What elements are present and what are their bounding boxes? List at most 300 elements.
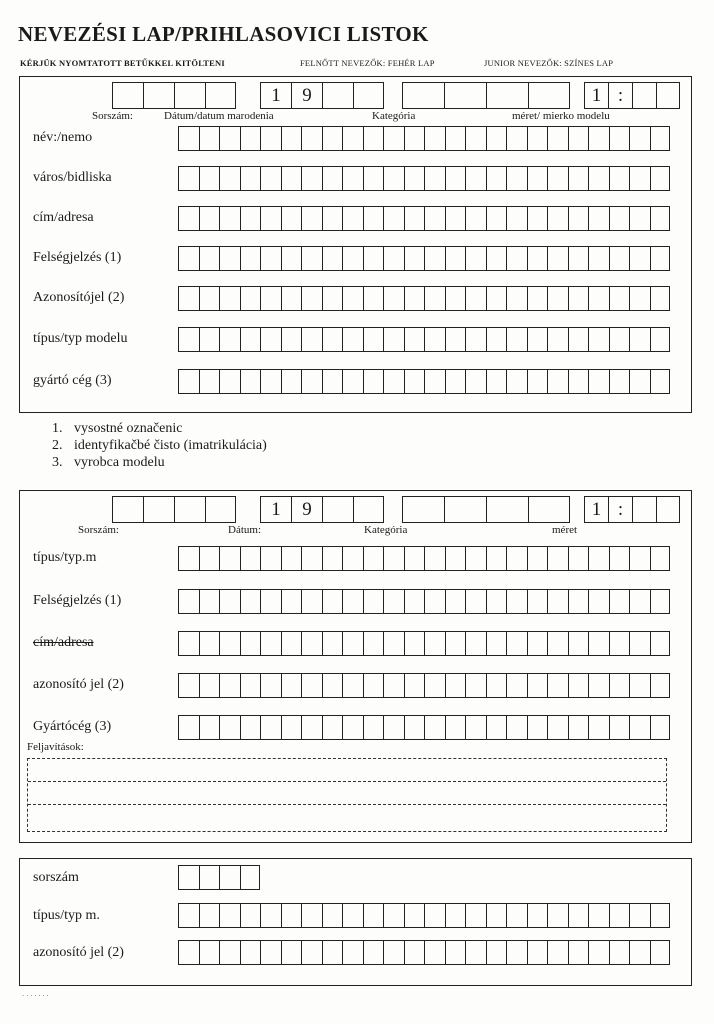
input-cell[interactable] — [568, 206, 589, 231]
input-cell[interactable] — [342, 546, 363, 571]
input-cell[interactable] — [342, 286, 363, 311]
input-cell[interactable] — [199, 369, 220, 394]
input-cell[interactable] — [588, 715, 609, 740]
input-cell[interactable] — [178, 673, 199, 698]
input-cell[interactable] — [178, 166, 199, 191]
input-cell[interactable] — [240, 631, 261, 656]
input-cell[interactable] — [445, 206, 466, 231]
input-cell[interactable] — [404, 286, 425, 311]
input-cell[interactable] — [609, 286, 630, 311]
input-cell[interactable] — [527, 126, 548, 151]
input-cell[interactable] — [301, 126, 322, 151]
input-cell[interactable] — [424, 286, 445, 311]
input-cell[interactable] — [260, 903, 281, 928]
input-cell[interactable] — [342, 940, 363, 965]
field-cells[interactable] — [178, 715, 670, 740]
input-cell[interactable] — [178, 126, 199, 151]
input-cell[interactable] — [486, 286, 507, 311]
input-cell[interactable] — [383, 589, 404, 614]
input-cell[interactable] — [506, 126, 527, 151]
input-cell[interactable] — [260, 715, 281, 740]
input-cell[interactable] — [527, 206, 548, 231]
input-cell[interactable] — [342, 369, 363, 394]
input-cell[interactable] — [588, 126, 609, 151]
input-cell[interactable] — [363, 327, 384, 352]
input-cell[interactable] — [650, 715, 671, 740]
input-cell[interactable] — [404, 940, 425, 965]
input-cell[interactable] — [199, 246, 220, 271]
input-cell[interactable] — [506, 631, 527, 656]
input-cell[interactable] — [281, 286, 302, 311]
input-cell[interactable] — [301, 369, 322, 394]
input-cell[interactable] — [629, 246, 650, 271]
input-cell[interactable] — [629, 673, 650, 698]
input-cell[interactable] — [465, 327, 486, 352]
input-cell[interactable] — [178, 546, 199, 571]
input-cell[interactable] — [588, 166, 609, 191]
input-cell[interactable] — [445, 715, 466, 740]
input-cell[interactable] — [506, 369, 527, 394]
field-cells[interactable] — [178, 286, 670, 311]
input-cell[interactable] — [424, 715, 445, 740]
input-cell[interactable] — [445, 126, 466, 151]
input-cell[interactable] — [112, 496, 143, 523]
date-cells[interactable] — [260, 496, 384, 523]
input-cell[interactable] — [486, 673, 507, 698]
field-cells[interactable] — [178, 589, 670, 614]
input-cell[interactable] — [650, 206, 671, 231]
category-cells[interactable] — [402, 496, 570, 523]
input-cell[interactable] — [547, 589, 568, 614]
input-cell[interactable] — [424, 903, 445, 928]
input-cell[interactable] — [322, 903, 343, 928]
input-cell[interactable] — [486, 903, 507, 928]
input-cell[interactable] — [506, 206, 527, 231]
input-cell[interactable] — [486, 369, 507, 394]
input-cell[interactable] — [322, 327, 343, 352]
input-cell[interactable] — [219, 589, 240, 614]
input-cell[interactable] — [363, 246, 384, 271]
input-cell[interactable] — [219, 715, 240, 740]
field-cells[interactable] — [178, 166, 670, 191]
input-cell[interactable] — [301, 246, 322, 271]
input-cell[interactable] — [424, 589, 445, 614]
input-cell[interactable]: 1 — [260, 82, 291, 109]
field-cells[interactable] — [178, 903, 670, 928]
input-cell[interactable] — [527, 673, 548, 698]
input-cell[interactable] — [609, 631, 630, 656]
input-cell[interactable] — [178, 589, 199, 614]
input-cell[interactable] — [178, 865, 199, 890]
field-cells[interactable] — [178, 246, 670, 271]
input-cell[interactable] — [445, 327, 466, 352]
input-cell[interactable] — [506, 940, 527, 965]
input-cell[interactable] — [609, 246, 630, 271]
input-cell[interactable] — [219, 673, 240, 698]
input-cell[interactable] — [465, 546, 486, 571]
input-cell[interactable] — [240, 166, 261, 191]
input-cell[interactable] — [404, 126, 425, 151]
serial-number-cells[interactable] — [112, 496, 236, 523]
input-cell[interactable] — [301, 546, 322, 571]
input-cell[interactable] — [404, 546, 425, 571]
input-cell[interactable] — [383, 903, 404, 928]
input-cell[interactable] — [240, 327, 261, 352]
input-cell[interactable] — [650, 286, 671, 311]
category-cells[interactable] — [402, 82, 570, 109]
input-cell[interactable] — [650, 246, 671, 271]
input-cell[interactable] — [486, 715, 507, 740]
input-cell[interactable] — [199, 546, 220, 571]
input-cell[interactable] — [650, 631, 671, 656]
input-cell[interactable] — [322, 246, 343, 271]
input-cell[interactable] — [260, 589, 281, 614]
input-cell[interactable]: 1 — [260, 496, 291, 523]
input-cell[interactable] — [240, 589, 261, 614]
input-cell[interactable] — [547, 327, 568, 352]
input-cell[interactable] — [445, 589, 466, 614]
input-cell[interactable] — [383, 246, 404, 271]
input-cell[interactable] — [568, 546, 589, 571]
input-cell[interactable] — [281, 369, 302, 394]
input-cell[interactable] — [465, 286, 486, 311]
input-cell[interactable] — [383, 546, 404, 571]
input-cell[interactable] — [609, 715, 630, 740]
input-cell[interactable] — [404, 327, 425, 352]
input-cell[interactable] — [322, 126, 343, 151]
input-cell[interactable] — [629, 126, 650, 151]
input-cell[interactable] — [219, 631, 240, 656]
input-cell[interactable] — [383, 673, 404, 698]
input-cell[interactable] — [506, 903, 527, 928]
input-cell[interactable] — [547, 166, 568, 191]
input-cell[interactable] — [301, 903, 322, 928]
input-cell[interactable] — [486, 246, 507, 271]
input-cell[interactable] — [143, 82, 174, 109]
input-cell[interactable] — [527, 589, 548, 614]
input-cell[interactable] — [465, 246, 486, 271]
input-cell[interactable]: 1 — [584, 496, 608, 523]
input-cell[interactable] — [383, 369, 404, 394]
input-cell[interactable] — [404, 903, 425, 928]
input-cell[interactable] — [301, 673, 322, 698]
scale-cells[interactable] — [584, 496, 680, 523]
input-cell[interactable] — [588, 327, 609, 352]
input-cell[interactable] — [568, 327, 589, 352]
input-cell[interactable] — [260, 546, 281, 571]
input-cell[interactable] — [527, 940, 548, 965]
input-cell[interactable] — [568, 673, 589, 698]
input-cell[interactable] — [465, 715, 486, 740]
input-cell[interactable]: 9 — [291, 496, 322, 523]
input-cell[interactable] — [547, 126, 568, 151]
input-cell[interactable] — [240, 865, 261, 890]
input-cell[interactable] — [650, 903, 671, 928]
input-cell[interactable] — [322, 369, 343, 394]
input-cell[interactable] — [322, 496, 353, 523]
input-cell[interactable] — [629, 715, 650, 740]
input-cell[interactable] — [424, 246, 445, 271]
input-cell[interactable] — [199, 673, 220, 698]
input-cell[interactable] — [260, 369, 281, 394]
input-cell[interactable] — [219, 206, 240, 231]
input-cell[interactable] — [178, 246, 199, 271]
input-cell[interactable] — [301, 286, 322, 311]
input-cell[interactable] — [632, 82, 656, 109]
input-cell[interactable] — [506, 673, 527, 698]
input-cell[interactable] — [199, 206, 220, 231]
input-cell[interactable] — [547, 903, 568, 928]
input-cell[interactable] — [609, 166, 630, 191]
input-cell[interactable] — [112, 82, 143, 109]
input-cell[interactable] — [650, 546, 671, 571]
input-cell[interactable] — [219, 126, 240, 151]
input-cell[interactable] — [547, 940, 568, 965]
input-cell[interactable] — [629, 546, 650, 571]
input-cell[interactable] — [281, 246, 302, 271]
input-cell[interactable] — [424, 206, 445, 231]
input-cell[interactable] — [650, 126, 671, 151]
input-cell[interactable] — [322, 631, 343, 656]
input-cell[interactable] — [656, 496, 680, 523]
input-cell[interactable] — [629, 327, 650, 352]
input-cell[interactable] — [465, 126, 486, 151]
input-cell[interactable] — [588, 546, 609, 571]
input-cell[interactable] — [301, 166, 322, 191]
input-cell[interactable] — [260, 673, 281, 698]
input-cell[interactable] — [219, 865, 240, 890]
input-cell[interactable] — [240, 369, 261, 394]
input-cell[interactable] — [527, 286, 548, 311]
input-cell[interactable] — [240, 126, 261, 151]
input-cell[interactable] — [568, 369, 589, 394]
input-cell[interactable] — [322, 206, 343, 231]
input-cell[interactable] — [240, 206, 261, 231]
input-cell[interactable] — [609, 126, 630, 151]
input-cell[interactable] — [342, 903, 363, 928]
input-cell[interactable] — [568, 126, 589, 151]
input-cell[interactable] — [527, 166, 548, 191]
input-cell[interactable] — [178, 369, 199, 394]
input-cell[interactable] — [547, 631, 568, 656]
input-cell[interactable] — [444, 82, 486, 109]
input-cell[interactable] — [199, 327, 220, 352]
input-cell[interactable] — [404, 715, 425, 740]
input-cell[interactable] — [363, 940, 384, 965]
corrections-area[interactable] — [27, 758, 667, 832]
input-cell[interactable] — [174, 496, 205, 523]
input-cell[interactable] — [353, 496, 384, 523]
input-cell[interactable] — [260, 631, 281, 656]
input-cell[interactable] — [568, 286, 589, 311]
input-cell[interactable] — [527, 903, 548, 928]
input-cell[interactable] — [281, 589, 302, 614]
input-cell[interactable] — [629, 903, 650, 928]
input-cell[interactable] — [609, 589, 630, 614]
input-cell[interactable] — [629, 206, 650, 231]
serial-number-cells[interactable] — [112, 82, 236, 109]
input-cell[interactable] — [609, 940, 630, 965]
input-cell[interactable] — [486, 631, 507, 656]
input-cell[interactable] — [609, 903, 630, 928]
input-cell[interactable] — [486, 82, 528, 109]
input-cell[interactable] — [383, 166, 404, 191]
input-cell[interactable] — [143, 496, 174, 523]
input-cell[interactable] — [301, 940, 322, 965]
input-cell[interactable] — [281, 166, 302, 191]
input-cell[interactable] — [528, 82, 570, 109]
input-cell[interactable] — [383, 715, 404, 740]
input-cell[interactable] — [322, 940, 343, 965]
input-cell[interactable] — [424, 327, 445, 352]
input-cell[interactable] — [445, 369, 466, 394]
input-cell[interactable] — [281, 631, 302, 656]
input-cell[interactable] — [629, 166, 650, 191]
input-cell[interactable] — [281, 206, 302, 231]
input-cell[interactable]: : — [608, 496, 632, 523]
input-cell[interactable] — [363, 126, 384, 151]
input-cell[interactable] — [322, 286, 343, 311]
input-cell[interactable] — [486, 166, 507, 191]
input-cell[interactable] — [632, 496, 656, 523]
input-cell[interactable] — [402, 496, 444, 523]
input-cell[interactable] — [281, 327, 302, 352]
input-cell[interactable] — [609, 206, 630, 231]
input-cell[interactable] — [322, 546, 343, 571]
input-cell[interactable] — [219, 246, 240, 271]
input-cell[interactable] — [260, 166, 281, 191]
input-cell[interactable] — [363, 715, 384, 740]
input-cell[interactable] — [465, 589, 486, 614]
input-cell[interactable] — [568, 940, 589, 965]
input-cell[interactable] — [301, 206, 322, 231]
input-cell[interactable] — [199, 126, 220, 151]
input-cell[interactable] — [528, 496, 570, 523]
input-cell[interactable] — [547, 673, 568, 698]
input-cell[interactable] — [260, 126, 281, 151]
input-cell[interactable] — [199, 940, 220, 965]
field-cells[interactable] — [178, 631, 670, 656]
input-cell[interactable] — [240, 715, 261, 740]
input-cell[interactable] — [322, 589, 343, 614]
input-cell[interactable] — [219, 940, 240, 965]
input-cell[interactable] — [363, 286, 384, 311]
input-cell[interactable] — [178, 327, 199, 352]
input-cell[interactable] — [260, 940, 281, 965]
input-cell[interactable] — [465, 206, 486, 231]
input-cell[interactable] — [363, 206, 384, 231]
input-cell[interactable]: : — [608, 82, 632, 109]
input-cell[interactable] — [424, 631, 445, 656]
input-cell[interactable] — [301, 589, 322, 614]
input-cell[interactable] — [465, 369, 486, 394]
input-cell[interactable] — [445, 940, 466, 965]
input-cell[interactable] — [342, 166, 363, 191]
input-cell[interactable] — [424, 126, 445, 151]
input-cell[interactable] — [260, 327, 281, 352]
input-cell[interactable] — [547, 286, 568, 311]
input-cell[interactable] — [199, 865, 220, 890]
input-cell[interactable] — [383, 206, 404, 231]
input-cell[interactable]: 9 — [291, 82, 322, 109]
field-cells[interactable] — [178, 940, 670, 965]
input-cell[interactable] — [342, 327, 363, 352]
input-cell[interactable] — [445, 673, 466, 698]
input-cell[interactable] — [342, 673, 363, 698]
input-cell[interactable] — [404, 369, 425, 394]
input-cell[interactable] — [445, 903, 466, 928]
input-cell[interactable] — [547, 369, 568, 394]
input-cell[interactable] — [568, 903, 589, 928]
input-cell[interactable] — [174, 82, 205, 109]
input-cell[interactable] — [609, 673, 630, 698]
input-cell[interactable] — [444, 496, 486, 523]
input-cell[interactable] — [240, 286, 261, 311]
input-cell[interactable] — [424, 369, 445, 394]
input-cell[interactable] — [629, 589, 650, 614]
input-cell[interactable] — [650, 673, 671, 698]
input-cell[interactable] — [588, 631, 609, 656]
input-cell[interactable] — [205, 496, 236, 523]
input-cell[interactable] — [342, 206, 363, 231]
input-cell[interactable] — [588, 246, 609, 271]
input-cell[interactable] — [342, 589, 363, 614]
input-cell[interactable] — [322, 673, 343, 698]
input-cell[interactable] — [506, 546, 527, 571]
input-cell[interactable] — [219, 286, 240, 311]
input-cell[interactable] — [219, 166, 240, 191]
input-cell[interactable] — [219, 327, 240, 352]
input-cell[interactable] — [445, 631, 466, 656]
input-cell[interactable] — [404, 589, 425, 614]
input-cell[interactable] — [650, 166, 671, 191]
field-cells[interactable] — [178, 126, 670, 151]
input-cell[interactable] — [588, 206, 609, 231]
input-cell[interactable] — [199, 589, 220, 614]
input-cell[interactable] — [486, 589, 507, 614]
input-cell[interactable] — [219, 903, 240, 928]
input-cell[interactable] — [404, 246, 425, 271]
input-cell[interactable] — [588, 940, 609, 965]
input-cell[interactable] — [383, 631, 404, 656]
field-cells[interactable] — [178, 327, 670, 352]
input-cell[interactable] — [260, 206, 281, 231]
input-cell[interactable] — [383, 327, 404, 352]
input-cell[interactable] — [363, 166, 384, 191]
field-cells[interactable] — [178, 673, 670, 698]
input-cell[interactable] — [363, 589, 384, 614]
input-cell[interactable] — [465, 903, 486, 928]
input-cell[interactable] — [629, 369, 650, 394]
input-cell[interactable] — [199, 166, 220, 191]
input-cell[interactable] — [322, 715, 343, 740]
input-cell[interactable] — [240, 246, 261, 271]
input-cell[interactable] — [568, 715, 589, 740]
input-cell[interactable] — [609, 369, 630, 394]
input-cell[interactable] — [527, 246, 548, 271]
input-cell[interactable] — [199, 286, 220, 311]
input-cell[interactable] — [178, 715, 199, 740]
input-cell[interactable] — [547, 546, 568, 571]
input-cell[interactable] — [527, 369, 548, 394]
input-cell[interactable] — [363, 903, 384, 928]
input-cell[interactable] — [506, 246, 527, 271]
input-cell[interactable] — [301, 715, 322, 740]
input-cell[interactable] — [281, 126, 302, 151]
input-cell[interactable] — [424, 166, 445, 191]
input-cell[interactable] — [424, 546, 445, 571]
input-cell[interactable] — [322, 166, 343, 191]
